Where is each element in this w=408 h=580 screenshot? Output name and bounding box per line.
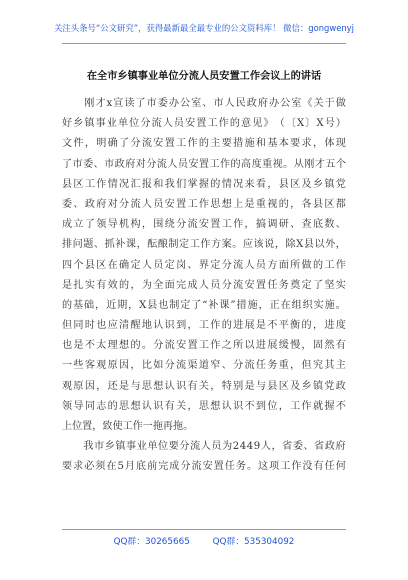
header-divider xyxy=(62,43,346,44)
body-line: 了 市 委 、 市 政 府 对 分 流 人 员 安 置 工 作 的 高 度 重 视 。 从 刚 才 五 个 xyxy=(62,158,346,170)
header-note: 关注头条号“公文研究”，获得最新最全最专业的公文资料库！ 微信：gongwenyj xyxy=(54,23,354,33)
body-line: 是 扎 实 有 效 的 ， 为 全 面 完 成 人 员 分 流 安 置 任 务 奠 定 了 坚 实 xyxy=(62,279,346,291)
body-line: 四 个 县 区 在 确 定 人 员 定 岗 、 界 定 分 流 人 员 方 面 所 做 的 工 作 xyxy=(62,259,346,271)
body-line: 要 求 必 须 在 5 月 底 前 完 成 分 流 安 置 任 务 。 这 项 工 作 没 有 任 何 xyxy=(62,461,346,473)
document-body xyxy=(62,94,346,478)
body-line: 县 区 工 作 情 况 汇 报 和 我 们 掌 握 的 情 况 来 看 ， 县 区 及 乡 镇 党 xyxy=(62,178,346,190)
document-title: 在全市乡镇事业单位分流人员安置工作会议上的讲话 xyxy=(86,71,322,82)
body-line: 上位置，致使工作一拖再拖。 xyxy=(62,421,194,432)
body-line: 刚 才 x 宣 读 了 市 委 办 公 室 、 市 人 民 政 府 办 公 室 《 关 于 做 xyxy=(84,98,346,109)
body-line: 但 同 时 也 应 清 醒 地 认 识 到 ， 工 作 的 进 展 是 不 平 衡 的 ， 进 度 xyxy=(62,320,346,332)
footer-divider xyxy=(62,529,346,530)
body-line: 排 问 题 、 抓 补 课 ， 酝 酿 制 定 工 作 方 案 。 应 该 说 ， 除 X 县 以 外 ， xyxy=(62,239,346,251)
body-line: 观 原 因 ， 还 是 与 思 想 认 识 有 关 ， 特 别 是 与 县 区 及 乡 镇 党 政 xyxy=(62,380,346,392)
body-line: 成 立 了 领 导 机 构 ， 围 绕 分 流 安 置 工 作 ， 搞 调 研 、 查 底 数 、 xyxy=(62,219,346,231)
footer-qq-group-1: QQ群：30265665 xyxy=(113,537,190,547)
body-line: 的 基 础 ， 近 期 ， X 县 也 制 定 了 “ 补 课 ” 措 施 ， 正 在 组 织 实 施 。 xyxy=(62,299,346,311)
footer-qq-group-2: QQ群：535304092 xyxy=(212,537,295,547)
body-line: 领 导 同 志 的 思 想 认 识 有 关 ， 思 想 认 识 不 到 位 ， 工 作 就 握 不 xyxy=(62,400,346,412)
body-line: 委 、 政 府 对 分 流 人 员 安 置 工 作 思 想 上 是 重 视 的 ， 各 县 区 都 xyxy=(62,198,346,210)
footer xyxy=(0,534,408,547)
body-line: 也 是 不 太 理 想 的 。 分 流 安 置 工 作 之 所 以 进 展 缓 慢 ， 固 然 有 xyxy=(62,340,346,352)
body-line: 我 市 乡 镇 事 业 单 位 要 分 流 人 员 为 2 4 4 9 人 ， 省 委 、 省 政 府 xyxy=(83,441,346,453)
body-line: 好 乡 镇 事 业 单 位 分 流 人 员 安 置 工 作 的 意 见 》 （ 〔 X 〕 X 号 ） xyxy=(62,118,346,130)
body-line: 一 些 客 观 原 因 ， 比 如 分 流 渠 道 窄 、 分 流 任 务 重 ， 但 究 其 主 xyxy=(62,360,346,372)
body-line: 文 件 ， 明 确 了 分 流 安 置 工 作 的 主 要 措 施 和 基 本 要 求 ， 体 现 xyxy=(62,138,346,150)
